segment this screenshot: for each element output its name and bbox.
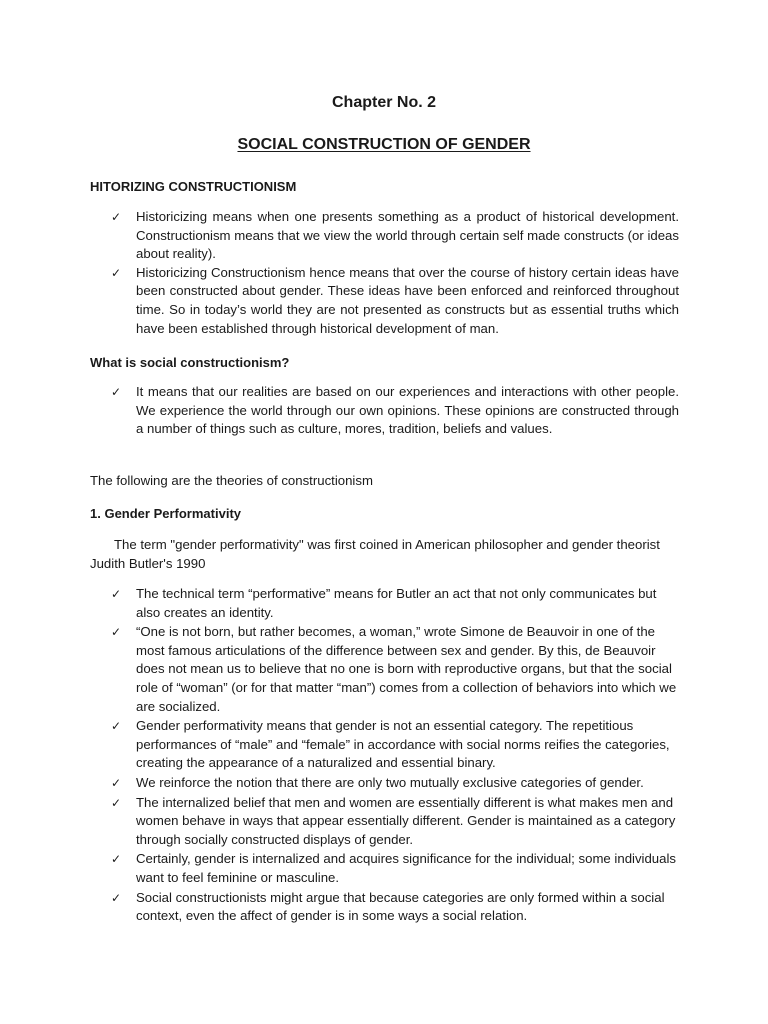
- bullet-text: Gender performativity means that gender is not an essential category. The repetitious performances of “male” and “female” in accordance with social norms reifies the categories, creating the appearance of a naturalized and essential binary.: [136, 718, 670, 771]
- bullet-text: Historicizing means when one presents something as a product of historical development. Constructionism means that we view the world through certain self made constructs (or ideas about reality).: [136, 209, 679, 262]
- checkmark-icon: ✓: [111, 795, 122, 810]
- bullet-text: The internalized belief that men and women are essentially different is what makes men and women behave in ways that appear essentially different. Gender is maintained as a category through socially constructed displays of gender.: [136, 794, 676, 847]
- list-item: [111, 889, 679, 926]
- section-heading-historicizing: HITORIZING CONSTRUCTIONISM: [90, 179, 297, 194]
- performativity-intro: The term "gender performativity" was first coined in American philosopher and gender theorist Judith Butler's 1990: [90, 537, 660, 571]
- list-item: [111, 623, 679, 716]
- bullet-text: It means that our realities are based on our experiences and interactions with other people. We experience the world through our own opinions. These opinions are constructed through a number of things such as culture, mores, tradition, beliefs and values.: [136, 384, 679, 437]
- bullet-text: The technical term “performative” means for Butler an act that not only communicates but also creates an identity.: [136, 586, 657, 620]
- list-item: [111, 717, 679, 773]
- checkmark-icon: ✓: [111, 385, 122, 399]
- what-is-bullet-list: [111, 383, 679, 439]
- list-item: [111, 208, 679, 264]
- list-item: [111, 794, 679, 850]
- bullet-text: Social constructionists might argue that because categories are only formed within a social context, even the affect of gender is in some ways a social relation.: [136, 889, 665, 924]
- list-item: [111, 774, 679, 793]
- checkmark-icon: ✓: [111, 890, 122, 905]
- page-title: SOCIAL CONSTRUCTION OF GENDER: [237, 136, 531, 153]
- chapter-number: Chapter No. 2: [331, 94, 436, 111]
- checkmark-icon: ✓: [111, 852, 122, 867]
- bullet-text: Historicizing Constructionism hence means that over the course of history certain ideas have been constructed about gender. These ideas have been enforced and reinforced throughout time. So in today’s world they are not presented as constructs but as essential truths which have been established through historical development of man.: [136, 264, 679, 336]
- list-item: [111, 585, 679, 622]
- list-item: [111, 850, 679, 887]
- performativity-bullet-list: [111, 585, 679, 927]
- checkmark-icon: ✓: [111, 775, 122, 790]
- bullet-text: Certainly, gender is internalized and acquires significance for the individual; some individuals want to feel feminine or masculine.: [136, 851, 677, 885]
- list-item: [111, 264, 679, 338]
- checkmark-icon: ✓: [111, 625, 122, 640]
- checkmark-icon: ✓: [111, 210, 122, 224]
- theories-intro: The following are the theories of constructionism: [90, 473, 373, 488]
- bullet-text: “One is not born, but rather becomes, a woman,” wrote Simone de Beauvoir in one of the most famous articulations of the difference between sex and gender. By this, de Beauvoir does not mean us to believe that no one is born with reproductive organs, but that the social role of “woman” (or for that matter “man”) comes from a collection of behaviors into which we are socialized.: [136, 624, 677, 714]
- checkmark-icon: ✓: [111, 265, 122, 280]
- section-heading-performativity: 1. Gender Performativity: [90, 506, 241, 521]
- bullet-text: We reinforce the notion that there are only two mutually exclusive categories of gender.: [136, 774, 644, 790]
- historicizing-bullet-list: [111, 208, 679, 338]
- checkmark-icon: ✓: [111, 587, 122, 601]
- section-heading-what-is: What is social constructionism?: [90, 355, 290, 370]
- list-item: [111, 383, 679, 439]
- checkmark-icon: ✓: [111, 719, 122, 734]
